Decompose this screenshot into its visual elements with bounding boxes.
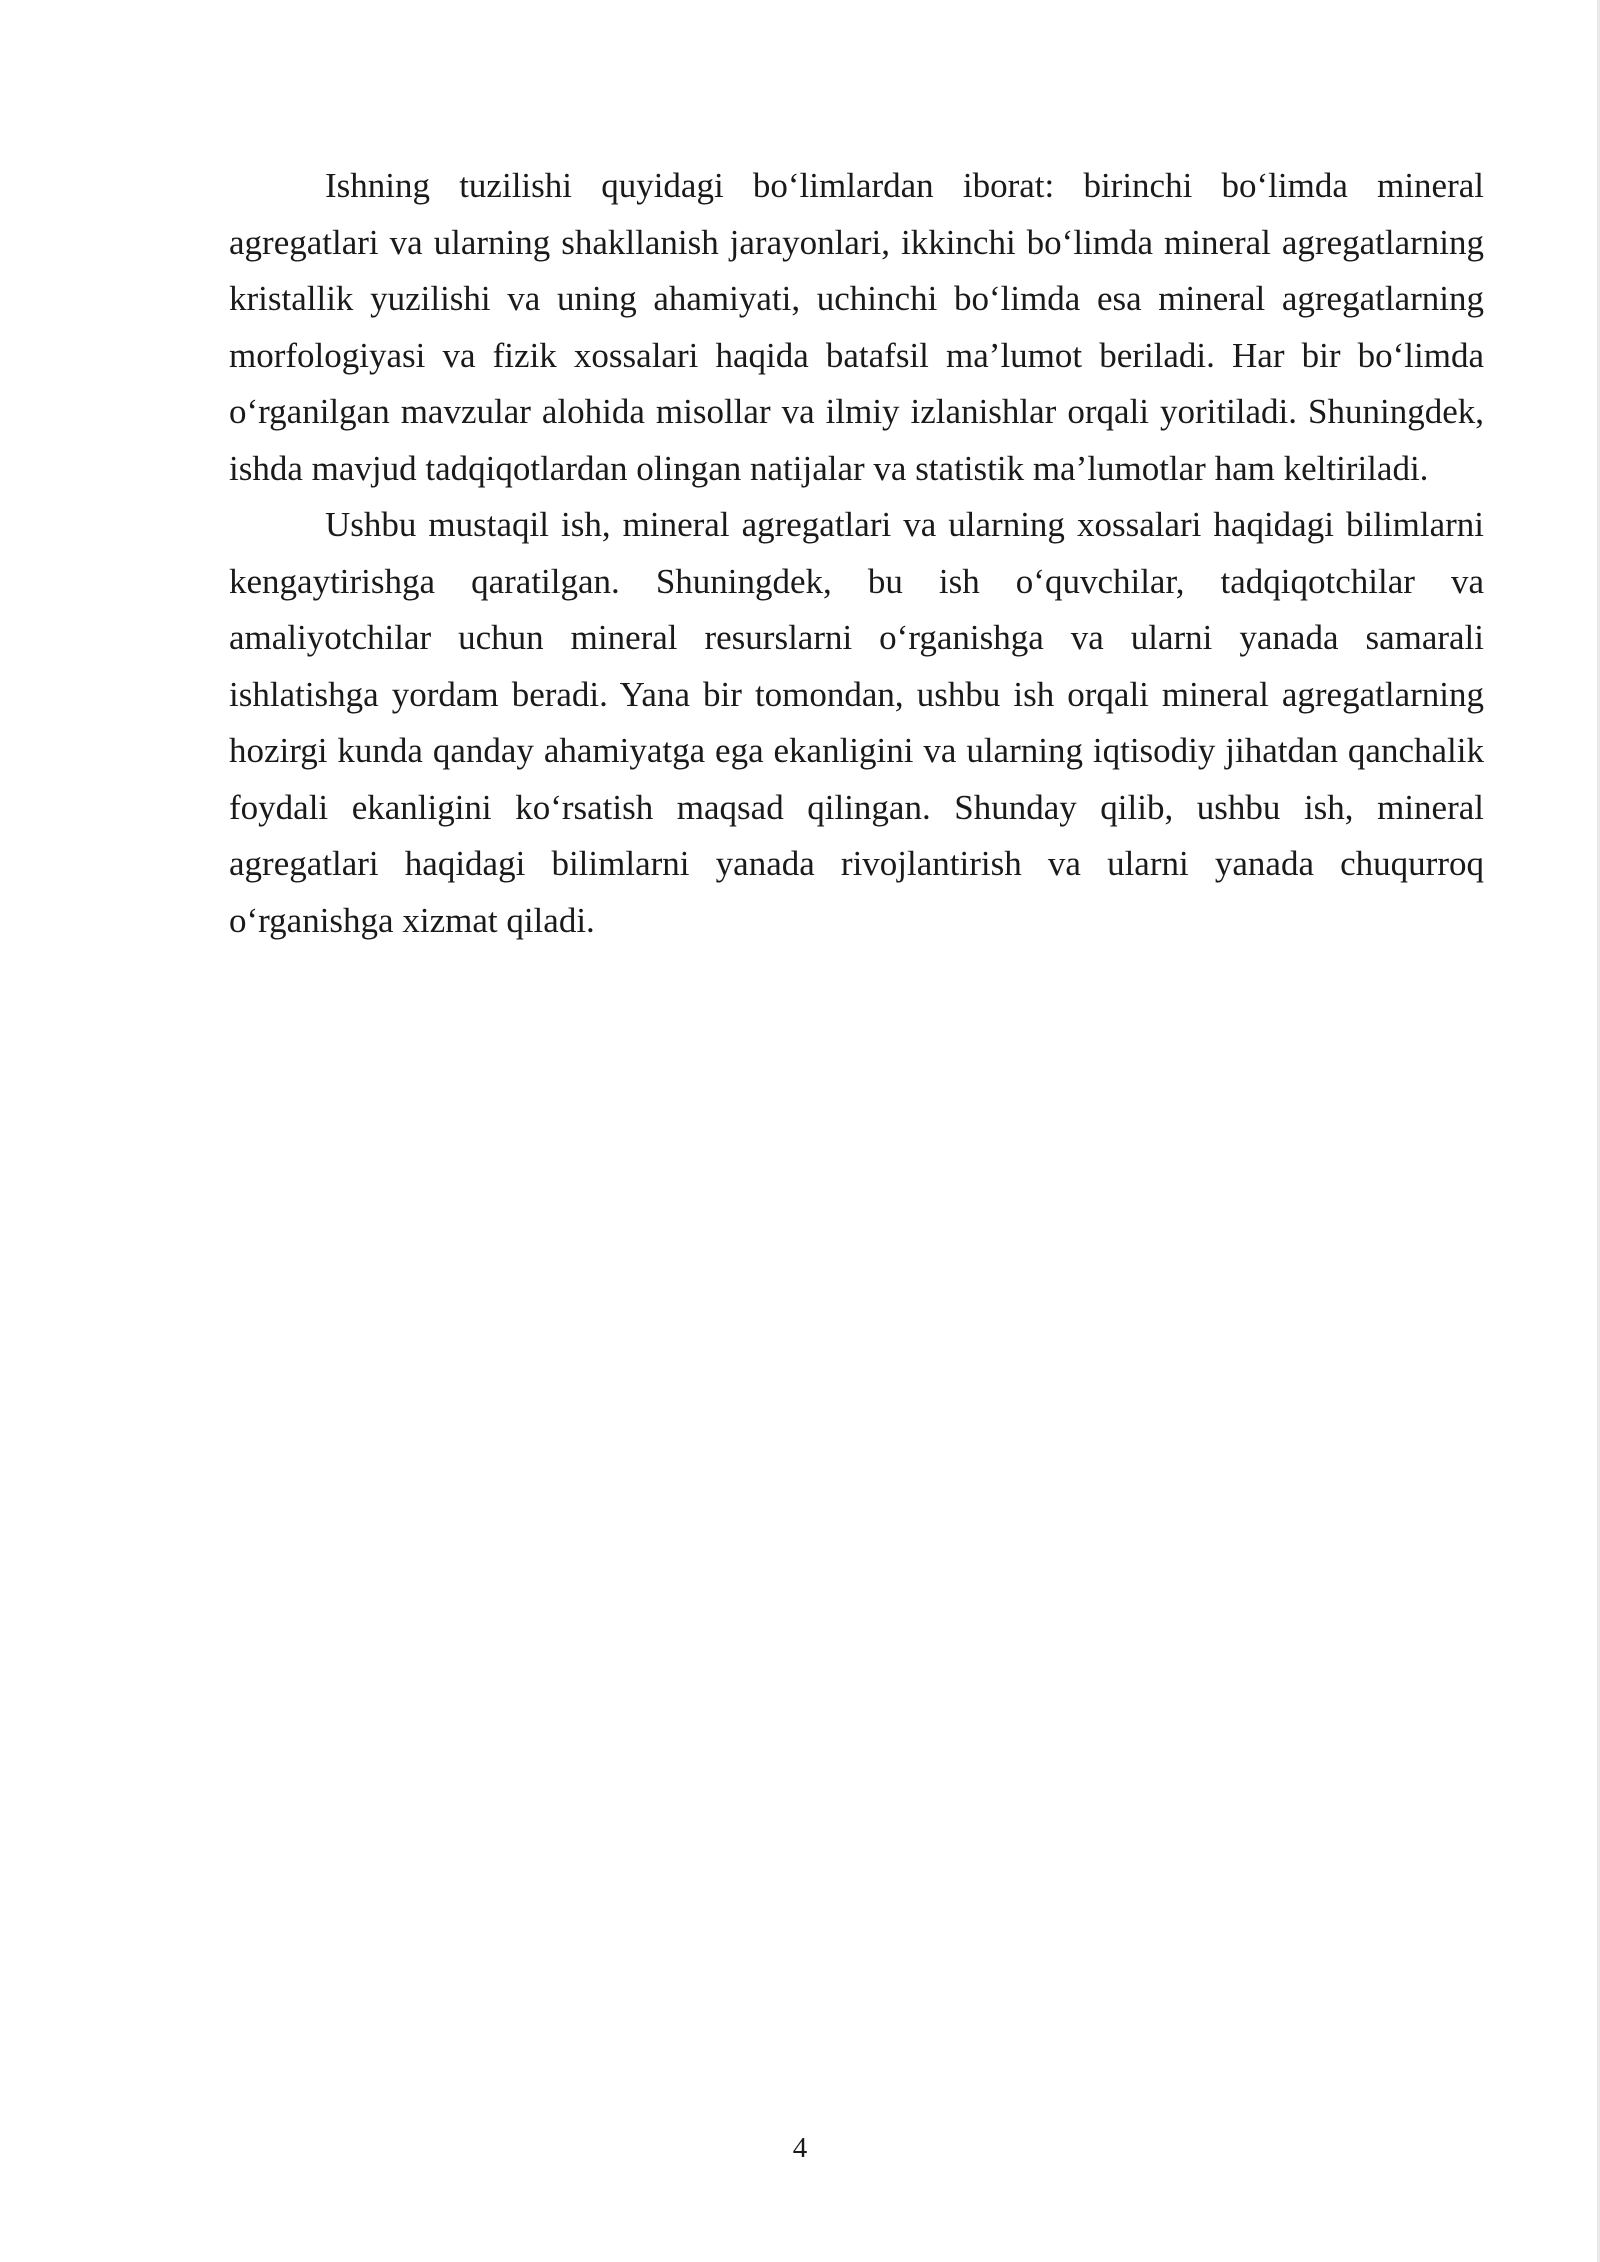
- body-text: [229, 158, 1484, 949]
- page-number: 4: [792, 2132, 808, 2164]
- paragraph-purpose: Ushbu mustaqil ish, mineral agregatlari va ularning xossalari haqidagi bilimlarni kengaytirishga qaratilgan. Shuningdek, bu ish o‘quvchilar, tadqiqotchilar va amaliyotchilar uchun mineral resurslarni o‘rganishga va ularni yanada samarali ishlatishga yordam beradi. Yana bir tomondan, ushbu ish orqali mineral agregatlarning hozirgi kunda qanday ahamiyatga ega ekanligini va ularning iqtisodiy jihatdan qanchalik foydali ekanligini ko‘rsatish maqsad qilingan. Shunday qilib, ushbu ish, mineral agregatlari haqidagi bilimlarni yanada rivojlantirish va ularni yanada chuqurroq o‘rganishga xizmat qiladi.: [229, 505, 1484, 940]
- paragraph-structure: Ishning tuzilishi quyidagi bo‘limlardan iborat: birinchi bo‘limda mineral agregatlari va ularning shakllanish jarayonlari, ikkinchi bo‘limda mineral agregatlarning kristallik yuzilishi va uning ahamiyati, uchinchi bo‘limda esa mineral agregatlarning morfologiyasi va fizik xossalari haqida batafsil ma’lumot beriladi. Har bir bo‘limda o‘rganilgan mavzular alohida misollar va ilmiy izlanishlar orqali yoritiladi. Shuningdek, ishda mavjud tadqiqotlardan olingan natijalar va statistik ma’lumotlar ham keltiriladi.: [229, 166, 1484, 488]
